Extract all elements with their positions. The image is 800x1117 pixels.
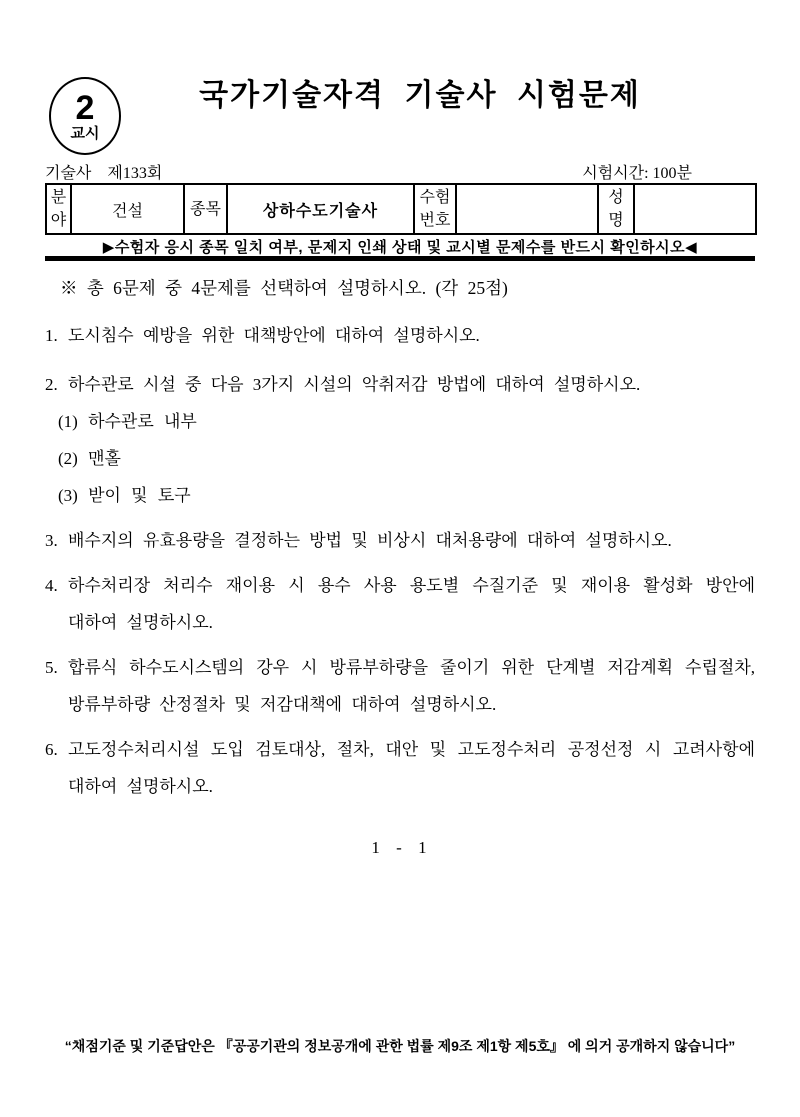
question-4 [45,567,755,641]
question-2-number: 2. [45,375,58,394]
question-2-subitem-3: (3) 받이 및 토구 [58,486,191,505]
question-6-number: 6. [45,740,58,759]
question-list [45,270,755,805]
name-label: 성명 [598,184,634,234]
question-2-subitems [45,403,755,514]
question-3 [45,522,755,559]
subject-value: 상하수도기술사 [227,184,414,234]
selection-instruction: ※ 총 6문제 중 4문제를 선택하여 설명하시오. (각 25점) [60,278,508,298]
exam-name: 기술사 [45,165,92,182]
question-2-text: 하수관로 시설 중 다음 3가지 시설의 악취저감 방법에 대하여 설명하시오. [68,375,641,394]
meta-row [45,160,755,183]
exam-number-label: 수험번호 [414,184,456,234]
session-number: 2 [75,89,95,127]
question-4-text-line-1: 하수처리장 처리수 재이용 시 용수 사용 용도별 수질기준 및 재이용 활성화 방안에 [68,576,755,595]
check-notice: ▶수험자 응시 종목 일치 여부, 문제지 인쇄 상태 및 교시별 문제수를 반드시 확인하시오◀ [102,239,698,256]
question-6-text-line-1: 고도정수처리시설 도입 검토대상, 절차, 대안 및 고도정수처리 공정선정 시 고려사항에 [68,740,755,759]
table-row [46,184,756,234]
divider-rule [45,256,755,261]
question-6-text-line-2: 대하여 설명하시오. [68,777,213,796]
question-2-subitem-1: (1) 하수관로 내부 [58,412,197,431]
session-label: 교시 [70,125,100,142]
field-value: 건설 [71,184,184,234]
name-field [634,184,756,234]
question-5-text-line-1: 합류식 하수도시스템의 강우 시 방류부하량을 줄이기 위한 단계별 저감계획 수립절차, [68,658,755,677]
question-4-number: 4. [45,576,58,595]
exam-number-field [456,184,598,234]
question-1-number: 1. [45,326,58,345]
subject-label: 종목 [184,184,227,234]
question-4-text-line-2: 대하여 설명하시오. [68,613,213,632]
question-3-text: 배수지의 유효용량을 결정하는 방법 및 비상시 대처용량에 대하여 설명하시오. [68,531,672,550]
exam-meta-left [45,160,162,183]
question-1 [45,317,755,354]
question-2-subitem-2: (2) 맨홀 [58,449,121,468]
question-2 [45,366,755,514]
exam-round: 제133회 [107,165,163,182]
session-badge [49,77,121,155]
candidate-info-table [45,183,757,235]
question-3-number: 3. [45,531,58,550]
question-5-text-line-2: 방류부하량 산정절차 및 저감대책에 대하여 설명하시오. [68,695,497,714]
footer-note: “채점기준 및 기준답안은 『공공기관의 정보공개에 관한 법률 제9조 제1항 제5호』 에 의거 공개하지 않습니다” [64,1038,736,1054]
question-6 [45,731,755,805]
question-5 [45,649,755,723]
page-title: 국가기술자격 기술사 시험문제 [199,79,641,112]
exam-time: 시험시간: 100분 [582,165,692,182]
question-5-number: 5. [45,658,58,677]
field-label: 분야 [46,184,71,234]
page-number: 1 - 1 [371,838,429,857]
question-1-text: 도시침수 예방을 위한 대책방안에 대하여 설명하시오. [68,326,480,345]
